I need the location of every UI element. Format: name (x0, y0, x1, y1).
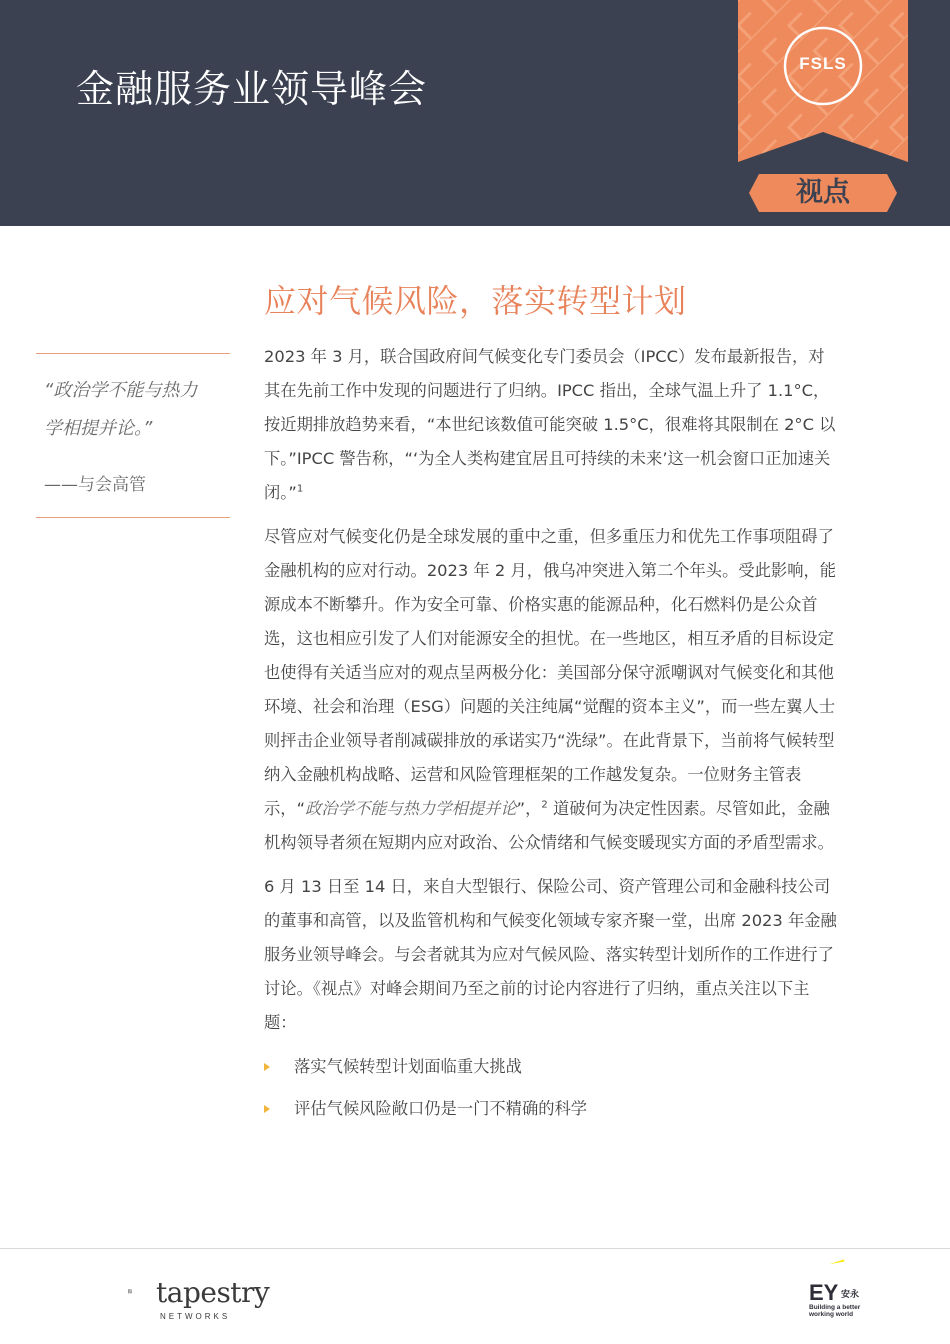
bullet-triangle-icon (264, 1105, 270, 1113)
paragraph-3: 6 月 13 日至 14 日，来自大型银行、保险公司、资产管理公司和金融科技公司的董事和高管，以及监管机构和气候变化领域专家齐聚一堂，出席 2023 年金融服务业领导峰会。与会者就其为应对气候风险、落实转型计划所作的工作进行了讨论。《视点》对峰会期间乃至之前的讨论内容进行了归纳，重点关注以下主题： (264, 877, 837, 1032)
fsls-badge-label: FSLS (799, 54, 847, 73)
topic-list (264, 1050, 839, 1126)
body-content (264, 340, 839, 1134)
list-item: 评估气候风险敞口仍是一门不精确的科学 (264, 1092, 839, 1126)
footnote-ref-1: 1 (296, 483, 304, 495)
tapestry-logo-icon (128, 1281, 152, 1305)
footnote-ref-2: 2 (541, 799, 548, 811)
pull-quote-line-2: 学相提并论。” (44, 418, 153, 439)
italic-quote: 政治学不能与热力学相提并论 (305, 799, 517, 818)
list-item: 落实气候转型计划面临重大挑战 (264, 1050, 839, 1084)
bullet-triangle-icon (264, 1063, 270, 1071)
sidebar-top-rule (36, 353, 230, 354)
paragraph-2: 尽管应对气候变化仍是全球发展的重中之重，但多重压力和优先工作事项阻碍了金融机构的应对行动。2023 年 2 月，俄乌冲突进入第二个年头。受此影响，能源成本不断攀升。作为安全可靠、价格实惠的能源品种，化石燃料仍是公众首选，这也相应引发了人们对能源安全的担忧。在一些地区，相互矛盾的目标设定也使得有关适当应对的观点呈两极分化：美国部分保守派嘲讽对气候变化和其他环境、社会和治理（ESG）问题的关注纯属“觉醒的资本主义”，而一些左翼人士则抨击企业领导者削减碳排放的承诺实乃“洗绿”。在此背景下，当前将气候转型纳入金融机构战略、运营和风险管理框架的工作越发复杂。一位财务主管表示，“政治学不能与热力学相提并论”，$^2$ 道破何为决定性因素。尽管如此，金融机构领导者须在短期内应对政治、公众情绪和气候变暖现实方面的矛盾型需求。 (264, 527, 837, 852)
document-title: 应对气候风险，落实转型计划 (264, 282, 687, 320)
tapestry-networks-label: NETWORKS (160, 1312, 231, 1321)
ey-beam-icon (808, 1258, 868, 1280)
pull-quote-line-1: “政治学不能与热力 (44, 380, 198, 401)
footer-rule (0, 1248, 950, 1249)
pull-quote-attribution: ——与会高管 (44, 475, 146, 495)
sidebar-bottom-rule (36, 517, 230, 518)
ey-chinese-name: 安永 (841, 1290, 860, 1300)
ey-tagline: Building a better working world (809, 1304, 861, 1318)
sidebar-pull-quote (44, 372, 230, 448)
tapestry-wordmark: tapestry (156, 1276, 270, 1309)
fsls-ribbon-badge (738, 0, 908, 162)
header-title: 金融服务业领导峰会 (76, 67, 428, 111)
viewpoint-tag-label: 视点 (796, 177, 850, 208)
paragraph-1: 2023 年 3 月，联合国政府间气候变化专门委员会（IPCC）发布最新报告，对其在先前工作中发现的问题进行了归纳。IPCC 指出，全球气温上升了 1.1°C，按近期排放趋势来看，“本世纪该数值可能突破 1.5°C，很难将其限制在 2°C 以下。”IPCC 警告称，“‘为全人类构建宜居且可持续的未来’这一机会窗口正加速关闭。”$^1$ (264, 347, 836, 502)
ey-logo-letters: EY (809, 1280, 839, 1305)
